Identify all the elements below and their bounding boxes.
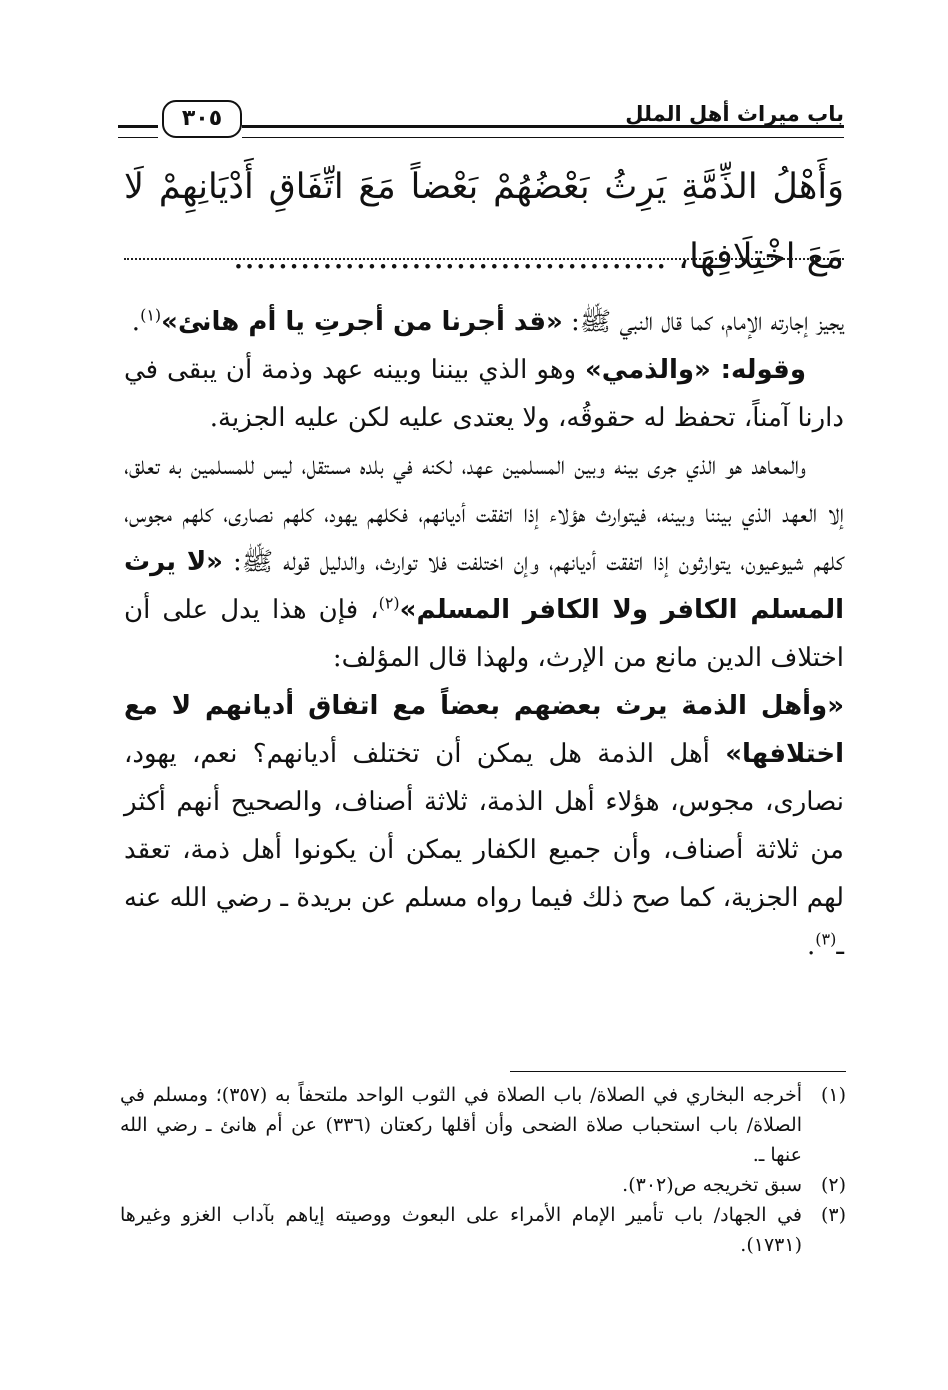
text-run: يجيز إجارته الإمام، كما قال النبي ﷺ: (562, 307, 844, 337)
footnote-separator (510, 1071, 846, 1072)
matn-text: وَأَهْلُ الذِّمَّةِ يَرِثُ بَعْضُهُمْ بَعْضاً مَعَ اتِّفَاقِ أَدْيَانِهِمْ لَا مَعَ اخْتِلَافِهَا، ....................................... (124, 167, 844, 277)
footnote-ref-2[interactable]: (٢) (378, 593, 400, 613)
paragraph-3 (124, 442, 844, 682)
matn-quote: «وأهل الذمة يرث بعضهم بعضاً مع اتفاق أديانهم لا مع اختلافها» (124, 691, 844, 769)
chapter-title: باب ميراث أهل الملل (625, 102, 844, 126)
footnotes (120, 1080, 846, 1260)
running-header (118, 92, 844, 152)
footnote-2 (120, 1170, 846, 1200)
hadith-quote: «لا يرث المسلم الكافر ولا الكافر المسلم» (124, 547, 844, 625)
footnote-number: (٢) (820, 1174, 846, 1196)
text-run: أهل الذمة هل يمكن أن تختلف أديانهم؟ نعم، يهود، نصارى، مجوس، هؤلاء أهل الذمة، ثلاثة أصناف، والصحيح أنهم أكثر من ثلاثة أصناف، وأن جميع الكفار يمكن أن يكونوا أهل ذمة، تعقد لهم الجزية، كما صح ذلك فيما رواه مسلم عن بريدة ـ رضي الله عنه ـ (124, 739, 844, 961)
footnote-ref-3[interactable]: (٣) (815, 929, 837, 949)
header-rule-left (118, 125, 158, 138)
footnote-1 (120, 1080, 846, 1170)
text-run: ، فإن هذا يدل على أن اختلاف الدين مانع من الإرث، ولهذا قال المؤلف: (124, 595, 844, 673)
page-number: ٣٠٥ (162, 100, 242, 138)
matn-separator (124, 258, 844, 260)
footnote-text: سبق تخريجه ص(٣٠٢). (622, 1174, 802, 1196)
header-rule-right (242, 125, 844, 138)
footnote-text: في الجهاد/ باب تأمير الإمام الأمراء على البعوث ووصيته إياهم بآداب الغزو وغيرها (١٧٣١). (120, 1204, 802, 1256)
paragraph-2 (124, 346, 844, 442)
hadith-quote: «قد أجرنا من أجرتِ يا أم هانئ» (161, 307, 563, 337)
footnote-number: (١) (820, 1084, 846, 1106)
footnote-3 (120, 1200, 846, 1260)
paragraph-1 (124, 298, 844, 346)
text-run: وهو الذي بيننا وبينه عهد وذمة أن يبقى في دارنا آمناً، تحفظ له حقوقُه، ولا يعتدى عليه لكن عليه الجزية. (124, 355, 844, 433)
text-run: . (807, 931, 816, 961)
footnote-number: (٣) (820, 1204, 846, 1226)
paragraph-4 (124, 682, 844, 970)
footnote-text: أخرجه البخاري في الصلاة/ باب الصلاة في الثوب الواحد ملتحفاً به (٣٥٧)؛ ومسلم في الصلاة/ باب استحباب صلاة الضحى وأن أقلها ركعتان (٣٣٦) عن أم هانئ ـ رضي الله عنها ـ. (120, 1084, 803, 1166)
footnote-ref-1[interactable]: (١) (140, 305, 162, 325)
text-run: . (131, 307, 141, 337)
commentary-body (124, 298, 844, 970)
text-run: والمعاهد هو الذي جرى بينه وبين المسلمين عهد، لكنه في بلده مستقل، ليس للمسلمين به تعلق، إلا العهد الذي بيننا وبينه، فيتوارث هؤلاء إذا اتفقت أديانهم، فكلهم يهود، كلهم نصارى، كلهم مجوس، كلهم شيوعيون، يتوارثون إذا اتفقت أديانهم، وإن اختلفت فلا توارث، والدليل قوله ﷺ: (124, 451, 844, 577)
quoted-term: وقوله: «والذمي» (584, 355, 806, 385)
